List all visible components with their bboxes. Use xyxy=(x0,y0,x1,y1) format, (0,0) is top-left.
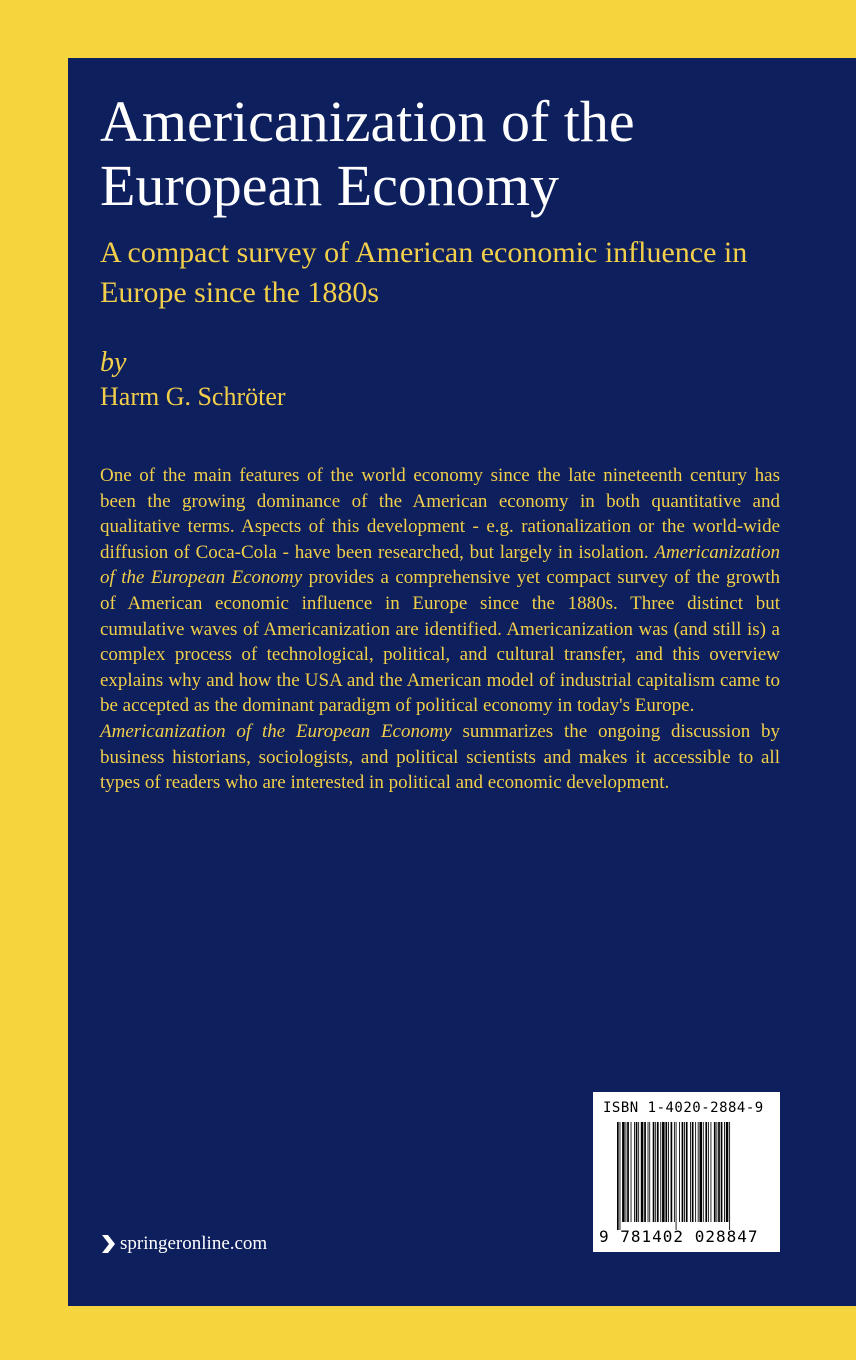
barcode-bar xyxy=(657,1122,659,1222)
isbn-barcode xyxy=(593,1092,780,1252)
blurb-paragraph-1 xyxy=(100,463,780,719)
barcode-bar xyxy=(649,1122,650,1222)
barcode-bar xyxy=(631,1122,632,1222)
blurb-p1-intro: One of the main features of the world economy since the late nineteenth century has been the growing dominance of the American economy in both quantitative and qualitative terms. Aspects of this development - e.g. rationalization or the world-wide diffusion of Coca-Cola - have been researched, but largely in isolation. xyxy=(100,465,780,563)
barcode-bar xyxy=(655,1122,656,1222)
blurb-p2-body: summarizes the ongoing discussion by business historians, sociologists, and political scientists and makes it accessible to all types of readers who are interested in political and economic development. xyxy=(100,720,780,794)
blurb-p2-book-title: Americanization of the European Economy xyxy=(100,720,452,742)
barcode-bar xyxy=(708,1122,709,1222)
blurb-paragraph-2 xyxy=(100,719,780,796)
barcode-bar xyxy=(644,1122,646,1222)
ean-number: 9 781402 028847 xyxy=(599,1227,759,1246)
barcode-bar xyxy=(705,1122,707,1222)
barcode-bars xyxy=(617,1122,762,1230)
barcode-bar xyxy=(638,1122,639,1222)
barcode-bar xyxy=(684,1122,685,1222)
barcode-bar xyxy=(711,1122,712,1222)
barcode-bar xyxy=(671,1122,673,1222)
barcode-bar xyxy=(662,1122,665,1222)
barcode-bar xyxy=(626,1122,627,1222)
barcode-bar xyxy=(698,1122,699,1222)
barcode-bar xyxy=(718,1122,720,1222)
barcode-bar xyxy=(726,1122,729,1222)
barcode-bar xyxy=(676,1122,677,1230)
blurb-p1-book-title: Americanization of the European Economy xyxy=(100,541,780,589)
barcode-bar xyxy=(695,1122,696,1222)
blurb-p1-body: provides a comprehensive yet compact survey of the growth of American economic influence in Europe since the 1880s. Three distinct but cumulative waves of Americanization are identified. Americanization was (and still is) a complex process of technological, political, and cultural transfer, and this overview explains why and how the USA and the American model of industrial capitalism came to be accepted as the dominant paradigm of political economy in today's Europe. xyxy=(100,567,781,717)
barcode-bar xyxy=(636,1122,638,1222)
barcode-bar xyxy=(690,1122,691,1222)
barcode-bar xyxy=(721,1122,723,1222)
website-label: springeronline.com xyxy=(120,1233,268,1254)
barcode-bar xyxy=(620,1122,621,1230)
isbn-number: ISBN 1-4020-2884-9 xyxy=(603,1100,764,1116)
barcode-bar xyxy=(648,1122,649,1222)
barcode-bar xyxy=(714,1122,716,1222)
barcode-bar xyxy=(724,1122,725,1222)
barcode-bar xyxy=(641,1122,644,1222)
barcode-bar xyxy=(679,1122,680,1222)
barcode-bar xyxy=(692,1122,694,1222)
author-name: Harm G. Schröter xyxy=(100,382,286,411)
barcode-bar xyxy=(668,1122,669,1222)
barcode-bar xyxy=(660,1122,661,1222)
barcode-bar xyxy=(674,1122,675,1222)
barcode-bar xyxy=(699,1122,702,1222)
by-label: by xyxy=(100,347,127,378)
barcode-bar xyxy=(686,1122,688,1222)
barcode-bar xyxy=(703,1122,704,1222)
barcode-bar xyxy=(665,1122,667,1222)
barcode-bar xyxy=(617,1122,619,1230)
barcode-bar xyxy=(716,1122,717,1222)
book-subtitle: A compact survey of American economic influence in Europe since the 1880s xyxy=(100,236,748,309)
barcode-bar xyxy=(729,1122,730,1230)
blurb-text xyxy=(100,463,780,796)
book-title: Americanization of the European Economy xyxy=(100,89,635,218)
barcode-bar xyxy=(634,1122,635,1222)
barcode-bar xyxy=(682,1122,684,1222)
website-link[interactable] xyxy=(100,1232,267,1256)
barcode-bar xyxy=(622,1122,625,1222)
barcode-bar xyxy=(653,1122,655,1222)
barcode-bar xyxy=(627,1122,629,1222)
chevron-right-icon xyxy=(100,1233,116,1255)
